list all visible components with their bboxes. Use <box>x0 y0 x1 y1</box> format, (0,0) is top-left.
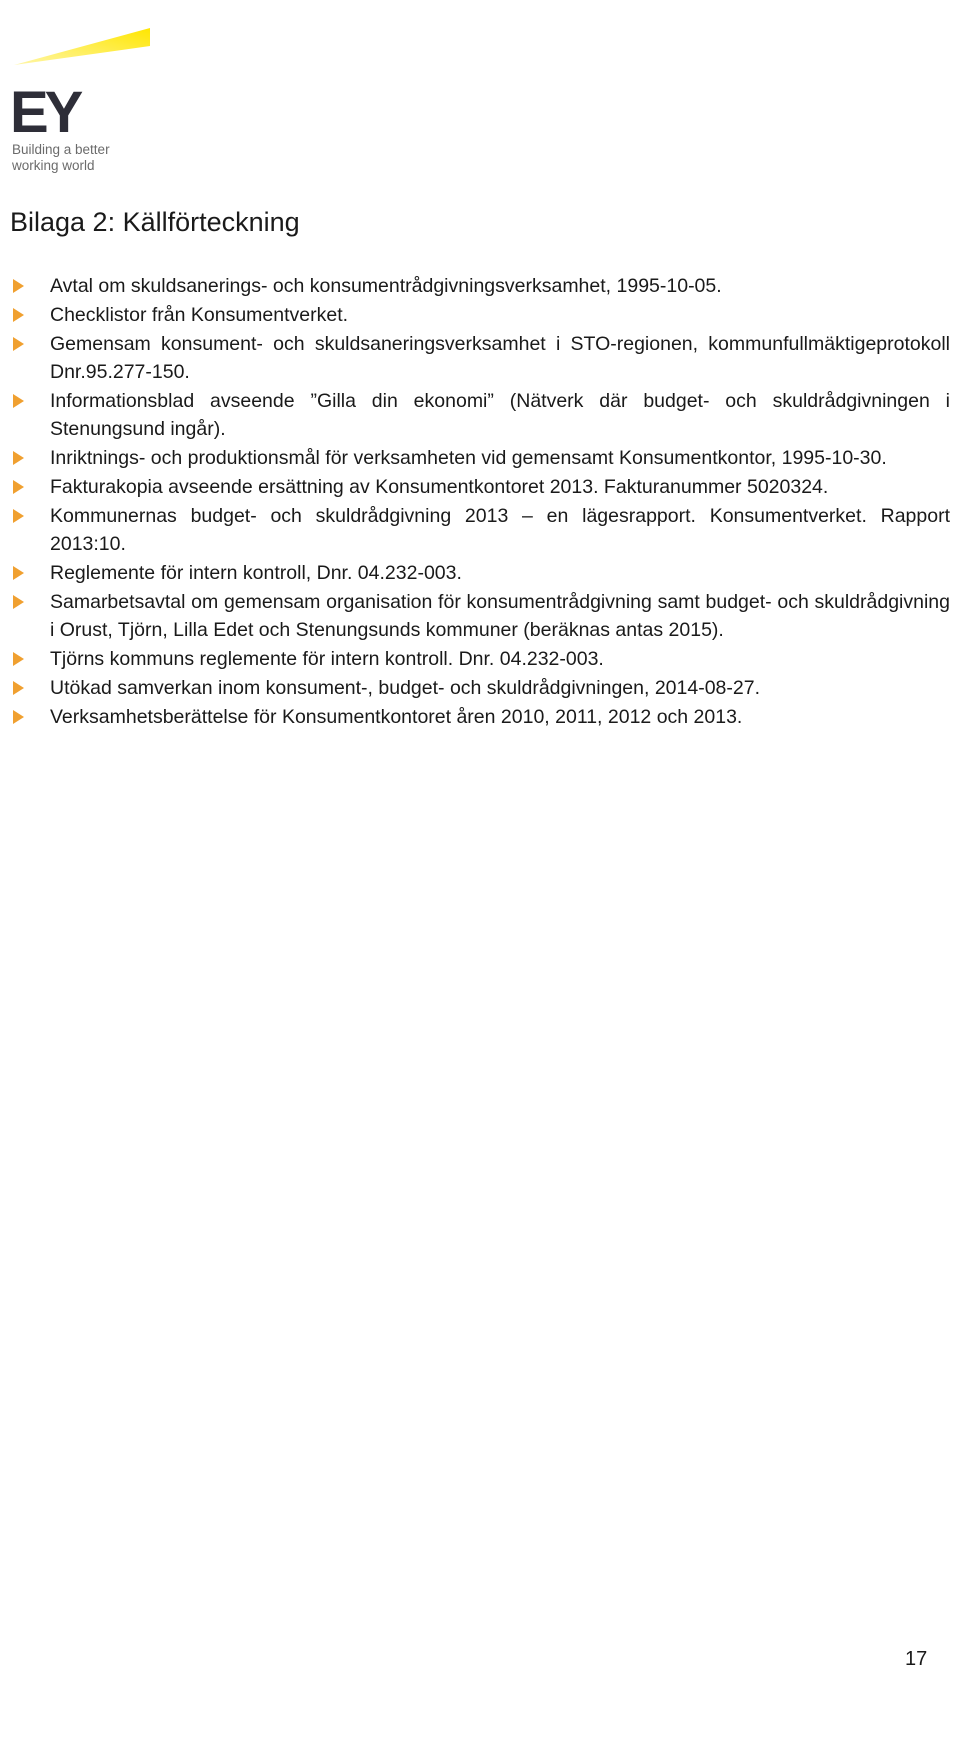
list-item <box>10 645 950 673</box>
list-item <box>10 444 950 472</box>
ey-logo <box>10 18 170 188</box>
list-item <box>10 473 950 501</box>
list-item <box>10 330 950 386</box>
reference-text: Verksamhetsberättelse för Konsumentkontoret åren 2010, 2011, 2012 och 2013. <box>50 706 743 728</box>
reference-text: Avtal om skuldsanerings- och konsumentrådgivningsverksamhet, 1995-10-05. <box>50 275 722 297</box>
page-title: Bilaga 2: Källförteckning <box>10 207 300 237</box>
triangle-bullet-icon <box>10 645 50 673</box>
list-item <box>10 674 950 702</box>
reference-text: Tjörns kommuns reglemente för intern kontroll. Dnr. 04.232-003. <box>50 648 604 670</box>
list-item <box>10 502 950 558</box>
reference-text: Informationsblad avseende ”Gilla din ekonomi” (Nätverk där budget- och skuldrådgivningen i Stenungsund ingår). <box>50 390 950 440</box>
triangle-bullet-icon <box>10 301 50 329</box>
reference-text: Utökad samverkan inom konsument-, budget- och skuldrådgivningen, 2014-08-27. <box>50 677 760 699</box>
reference-text: Checklistor från Konsumentverket. <box>50 304 349 326</box>
triangle-bullet-icon <box>10 473 50 501</box>
reference-text: Samarbetsavtal om gemensam organisation för konsumentrådgivning samt budget- och skuldrådgivning i Orust, Tjörn, Lilla Edet och Stenungsunds kommuner (beräknas antas 2015). <box>50 591 950 641</box>
list-item <box>10 387 950 443</box>
reference-list <box>10 272 950 732</box>
list-item <box>10 588 950 644</box>
triangle-bullet-icon <box>10 502 50 530</box>
triangle-bullet-icon <box>10 330 50 358</box>
reference-text: Gemensam konsument- och skuldsaneringsverksamhet i STO-regionen, kommunfullmäktigeprotokoll Dnr.95.277-150. <box>50 333 950 383</box>
logo-beam-icon <box>10 18 170 88</box>
reference-text: Reglemente för intern kontroll, Dnr. 04.232-003. <box>50 562 462 584</box>
reference-text: Kommunernas budget- och skuldrådgivning 2013 – en lägesrapport. Konsumentverket. Rapport 2013:10. <box>50 505 950 555</box>
triangle-bullet-icon <box>10 272 50 300</box>
triangle-bullet-icon <box>10 387 50 415</box>
list-item <box>10 703 950 731</box>
page-number: 17 <box>905 1648 928 1670</box>
logo-wordmark: EY <box>10 80 80 145</box>
logo-tagline-line1: Building a better <box>12 142 110 157</box>
triangle-bullet-icon <box>10 559 50 587</box>
reference-text: Fakturakopia avseende ersättning av Konsumentkontoret 2013. Fakturanummer 5020324. <box>50 476 829 498</box>
list-item <box>10 272 950 300</box>
triangle-bullet-icon <box>10 588 50 616</box>
triangle-bullet-icon <box>10 674 50 702</box>
logo-tagline-line2: working world <box>12 158 95 173</box>
triangle-bullet-icon <box>10 703 50 731</box>
reference-text: Inriktnings- och produktionsmål för verksamheten vid gemensamt Konsumentkontor, 1995-10-30. <box>50 447 887 469</box>
list-item <box>10 559 950 587</box>
triangle-bullet-icon <box>10 444 50 472</box>
logo-tagline <box>12 142 172 174</box>
list-item <box>10 301 950 329</box>
